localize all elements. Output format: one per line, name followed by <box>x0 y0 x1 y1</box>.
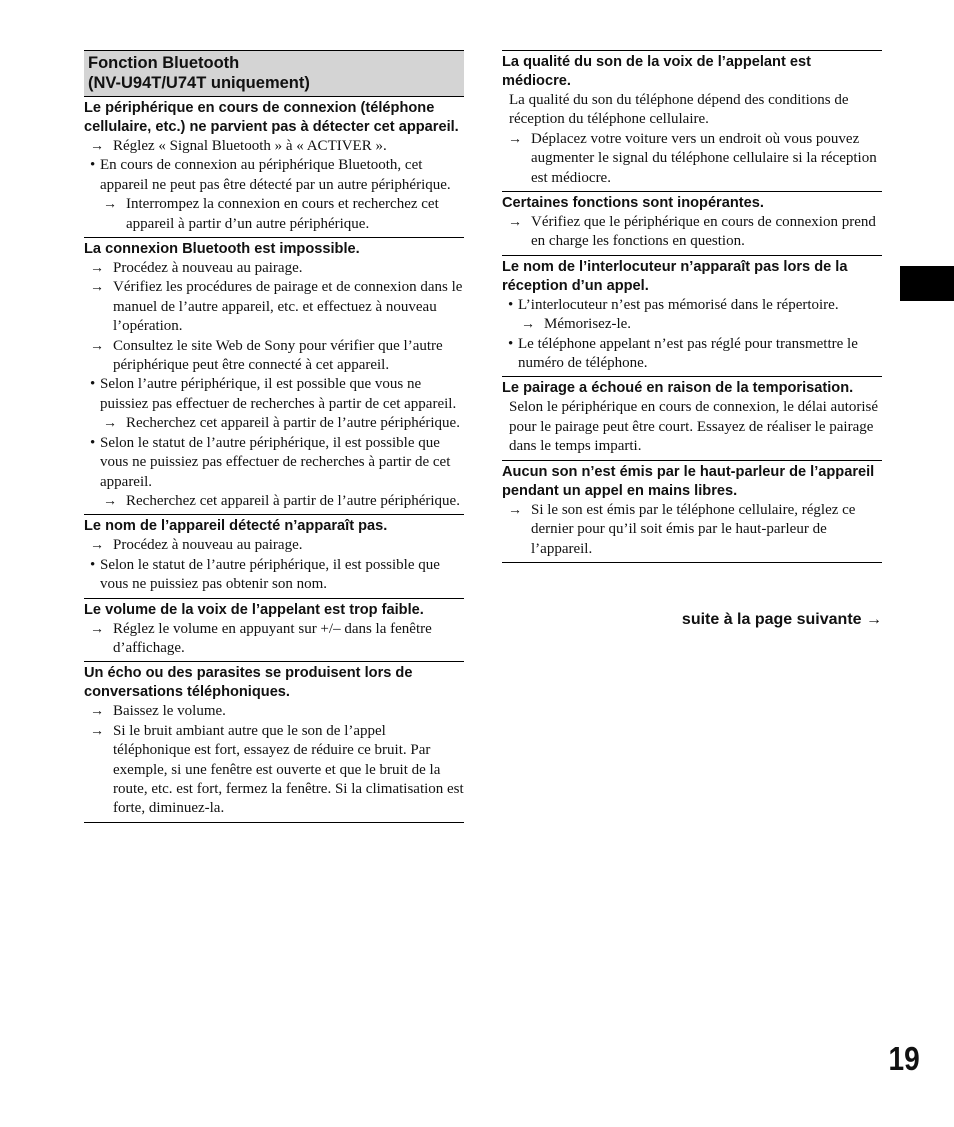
cause-item <box>84 434 464 492</box>
troubleshooting-entry <box>502 192 882 256</box>
remedy-item <box>84 278 464 336</box>
troubleshooting-entry <box>502 377 882 460</box>
item-text: Vérifiez les procédures de pairage et de connexion dans le manuel de l’autre appareil, etc. et effectuez à nouveau l’opération. <box>113 279 463 335</box>
cause-item <box>84 375 464 414</box>
arrow-right-icon: → <box>90 538 104 554</box>
remedy-item <box>84 414 464 433</box>
item-text: L’interlocuteur n’est pas mémorisé dans le répertoire. <box>518 296 839 313</box>
arrow-right-icon: → <box>103 197 117 213</box>
arrow-right-icon: → <box>90 139 104 154</box>
item-text: Consultez le site Web de Sony pour vérifier que l’autre périphérique peut être connecté à cet appareil. <box>113 337 443 374</box>
entry-heading: Le volume de la voix de l’appelant est trop faible. <box>84 601 424 618</box>
left-troubleshooting-list <box>84 97 464 823</box>
item-text: Baissez le volume. <box>113 703 226 720</box>
item-text: Interrompez la connexion en cours et recherchez cet appareil à partir d’un autre périphérique. <box>126 196 439 232</box>
item-text: Selon le statut de l’autre périphérique, il est possible que vous ne puissiez pas effectuer de recherches à partir de cet appareil. <box>100 434 451 490</box>
item-text: Réglez le volume en appuyant sur +/– dans la fenêtre d’affichage. <box>113 620 432 656</box>
item-text: Si le bruit ambiant autre que le son de l’appel téléphonique est fort, essayez de réduire ce bruit. Par exemple, si une fenêtre est ouverte et que le bruit de la route, etc. est fort, fermez la fenêtre. Si la climatisation est forte, diminuez-la. <box>113 722 464 817</box>
item-text: Selon l’autre périphérique, il est possible que vous ne puissiez pas effectuer de recherches à partir de cet appareil. <box>100 376 457 412</box>
remedy-item <box>84 536 464 555</box>
bullet-icon: • <box>90 434 96 451</box>
right-troubleshooting-list <box>502 50 882 563</box>
arrow-right-icon: → <box>508 502 522 518</box>
section-title-line2: (NV-U94T/U74T uniquement) <box>88 74 310 92</box>
arrow-right-icon: → <box>90 261 104 277</box>
left-column <box>84 50 464 823</box>
item-text: Procédez à nouveau au pairage. <box>113 260 303 277</box>
arrow-right-icon: → <box>103 493 117 509</box>
remedy-item <box>84 259 464 278</box>
cause-item <box>502 296 882 315</box>
section-tab-marker <box>900 266 954 301</box>
continue-notice <box>502 611 882 629</box>
troubleshooting-entry <box>502 461 882 563</box>
arrow-right-icon: → <box>90 280 104 296</box>
item-text: Selon le périphérique en cours de connexion, le délai autorisé pour le pairage peut être court. Essayez de réaliser le pairage dans le temps imparti. <box>509 399 879 455</box>
remedy-item <box>502 213 882 252</box>
remedy-item <box>84 620 464 659</box>
entry-heading: Un écho ou des parasites se produisent lors de conversations téléphoniques. <box>84 665 413 701</box>
arrow-right-icon: → <box>508 215 522 231</box>
entry-heading: La connexion Bluetooth est impossible. <box>84 241 360 258</box>
item-text: Réglez « Signal Bluetooth » à « ACTIVER ». <box>113 138 387 154</box>
bullet-icon: • <box>508 335 514 352</box>
troubleshooting-entry <box>502 50 882 192</box>
item-text: Procédez à nouveau au pairage. <box>113 537 303 554</box>
remedy-item <box>84 137 464 156</box>
arrow-right-icon: → <box>90 704 104 720</box>
remedy-item <box>502 130 882 188</box>
item-text: Mémorisez-le. <box>544 316 632 333</box>
item-text: Recherchez cet appareil à partir de l’autre périphérique. <box>126 415 460 432</box>
entry-heading: Le nom de l’interlocuteur n’apparaît pas lors de la réception d’un appel. <box>502 258 848 294</box>
remedy-item <box>84 195 464 234</box>
entry-heading: Le pairage a échoué en raison de la temporisation. <box>502 380 854 397</box>
item-text: Le téléphone appelant n’est pas réglé pour transmettre le numéro de téléphone. <box>518 335 858 372</box>
entry-heading: Le périphérique en cours de connexion (téléphone cellulaire, etc.) ne parvient pas à détecter cet appareil. <box>84 100 459 135</box>
cause-item <box>84 556 464 595</box>
item-text: Selon le statut de l’autre périphérique, il est possible que vous ne puissiez pas obtenir son nom. <box>100 556 440 593</box>
bullet-icon: • <box>90 556 96 573</box>
troubleshooting-entry <box>84 599 464 663</box>
continue-arrow-icon: → <box>866 611 882 628</box>
arrow-right-icon: → <box>508 131 522 147</box>
right-column <box>502 50 882 563</box>
arrow-right-icon: → <box>103 416 117 432</box>
item-text: La qualité du son du téléphone dépend des conditions de réception du téléphone cellulaire. <box>509 92 849 128</box>
entry-heading: Aucun son n’est émis par le haut-parleur de l’appareil pendant un appel en mains libres. <box>502 463 875 499</box>
remedy-item <box>84 337 464 376</box>
bullet-icon: • <box>90 157 96 174</box>
entry-heading: Certaines fonctions sont inopérantes. <box>502 195 764 212</box>
troubleshooting-entry <box>84 662 464 822</box>
item-text: Recherchez cet appareil à partir de l’autre périphérique. <box>126 492 460 509</box>
cause-item <box>84 156 464 195</box>
arrow-right-icon: → <box>90 621 104 637</box>
cause-item <box>502 335 882 374</box>
entry-heading: Le nom de l’appareil détecté n’apparaît pas. <box>84 518 388 535</box>
item-text: Si le son est émis par le téléphone cellulaire, réglez ce dernier pour qu’il soit émis par le haut-parleur de l’appareil. <box>531 501 856 557</box>
remedy-item <box>502 501 882 559</box>
remedy-item <box>502 315 882 334</box>
troubleshooting-entry <box>84 97 464 238</box>
remedy-item <box>84 492 464 511</box>
troubleshooting-entry <box>502 256 882 378</box>
troubleshooting-entry <box>84 238 464 515</box>
section-header <box>84 50 464 97</box>
bullet-icon: • <box>90 376 96 393</box>
item-text: Déplacez votre voiture vers un endroit où vous pouvez augmenter le signal du téléphone cellulaire si la réception est médiocre. <box>531 130 877 186</box>
page-number: 19 <box>888 1040 920 1077</box>
troubleshooting-entry <box>84 515 464 598</box>
item-text: Vérifiez que le périphérique en cours de connexion prend en charge les fonctions en question. <box>531 214 876 250</box>
arrow-right-icon: → <box>90 723 104 739</box>
section-title-line1: Fonction Bluetooth <box>88 54 240 72</box>
arrow-right-icon: → <box>90 338 104 354</box>
item-text: En cours de connexion au périphérique Bluetooth, cet appareil ne peut pas être détecté par un autre périphérique. <box>100 157 451 193</box>
remedy-item <box>84 722 464 819</box>
info-paragraph <box>502 91 882 130</box>
bullet-icon: • <box>508 296 514 313</box>
arrow-right-icon: → <box>521 317 535 333</box>
remedy-item <box>84 702 464 721</box>
entry-heading: La qualité du son de la voix de l’appelant est médiocre. <box>502 54 811 89</box>
info-paragraph <box>502 398 882 456</box>
continue-text: suite à la page suivante <box>681 611 862 628</box>
